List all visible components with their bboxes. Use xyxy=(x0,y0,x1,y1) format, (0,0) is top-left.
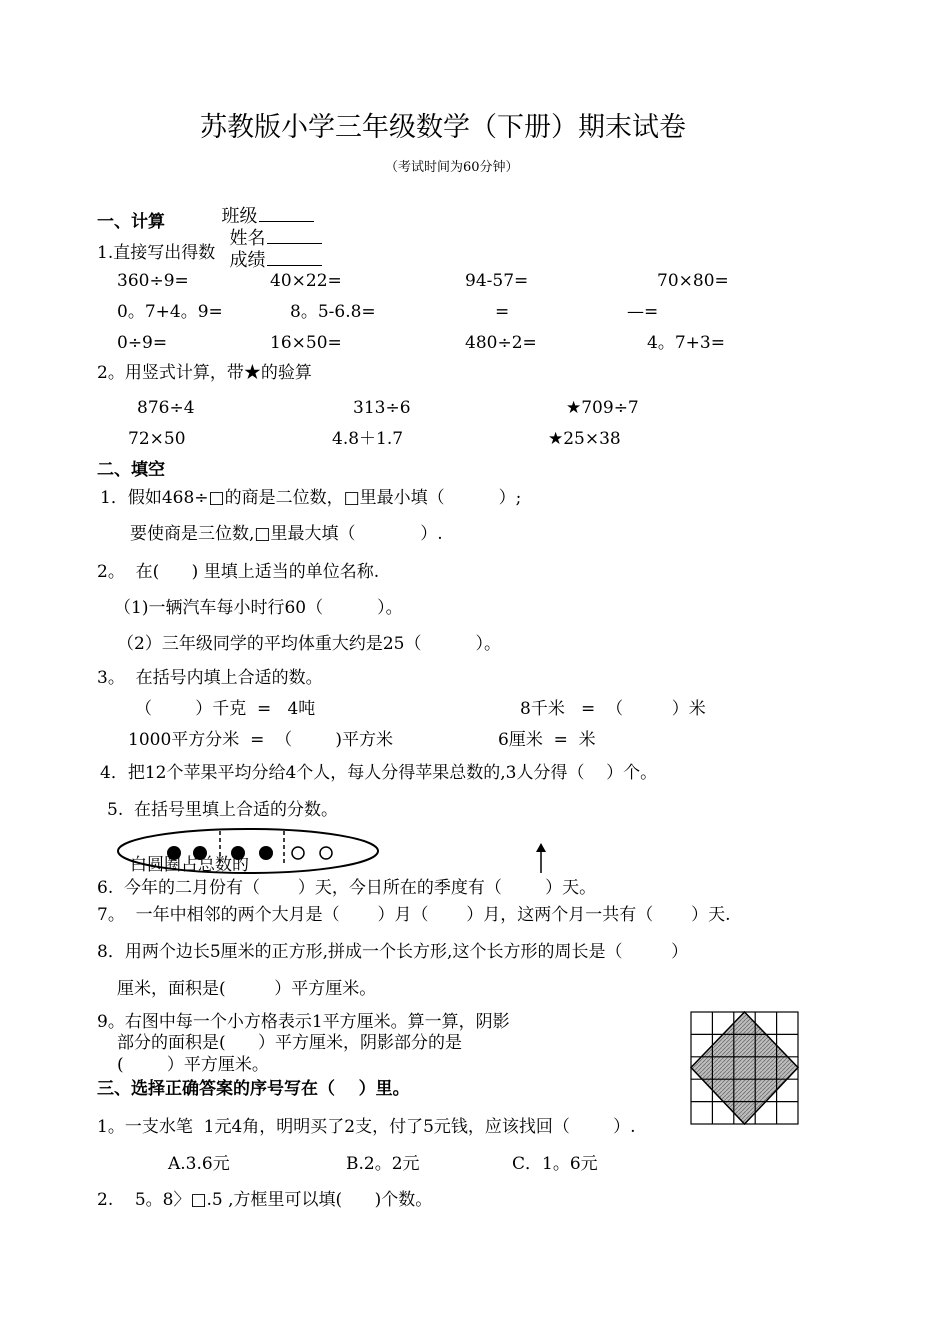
calc-item: 360÷9= xyxy=(117,271,189,291)
s2-q4: 4．把12个苹果平均分给4个人，每人分得苹果总数的,3人分得（ ）个。 xyxy=(100,763,658,783)
section-2-heading: 二、填空 xyxy=(97,460,165,480)
vertical-calc-item: ★25×38 xyxy=(548,429,621,449)
s2-q8a: 8．用两个边长5厘米的正方形,拼成一个长方形,这个长方形的周长是（ ） xyxy=(97,942,689,962)
calc-item: 480÷2= xyxy=(465,333,537,353)
page-title: 苏教版小学三年级数学（下册）期末试卷 xyxy=(200,112,686,143)
student-info-row xyxy=(210,185,322,271)
s2-q3b: 8千米 = （ ）米 xyxy=(520,699,706,719)
score-label: 成绩 xyxy=(229,250,266,271)
s2-q7: 7。 一年中相邻的两个大月是（ ）月（ ）月，这两个月一共有（ ）天. xyxy=(97,905,731,925)
choice-option: B.2。2元 xyxy=(346,1154,420,1174)
s2-q3c: 1000平方分米 = （ )平方米 xyxy=(128,730,393,750)
white-dot xyxy=(292,847,304,859)
black-dot xyxy=(259,846,273,860)
s2-q3: 3。 在括号内填上合适的数。 xyxy=(97,668,323,688)
vertical-calc-item: 4.8＋1.7 xyxy=(332,429,404,449)
name-label: 姓名 xyxy=(229,228,266,249)
shaded-diamond xyxy=(691,1012,798,1124)
calc-item: 70×80= xyxy=(657,271,729,291)
class-field[interactable] xyxy=(259,205,314,222)
s2-q5: 5. 在括号里填上合适的分数。 xyxy=(107,800,339,820)
s2-q6: 6. 今年的二月份有（ ）天，今日所在的季度有（ ）天。 xyxy=(97,878,597,898)
section-1-heading: 一、计算 xyxy=(97,212,165,232)
s3-q2: 2. 5。8〉□.5 ,方框里可以填( )个数。 xyxy=(97,1190,433,1210)
choice-option: C．1。6元 xyxy=(512,1154,598,1174)
calc-item: 4。7+3= xyxy=(647,333,725,353)
up-arrow-icon xyxy=(534,843,548,873)
s2-q1a: 1．假如468÷□的商是二位数，□里最小填（ ）; xyxy=(100,488,522,508)
s2-q2a: （1)一辆汽车每小时行60（ ）。 xyxy=(114,598,403,618)
calc-item: = xyxy=(495,302,510,322)
s2-q5-caption: 白圆圈占总数的 xyxy=(130,855,249,875)
s2-q9a: 9。右图中每一个小方格表示1平方厘米。算一算，阴影 xyxy=(97,1012,510,1032)
vertical-calc-item: ★709÷7 xyxy=(566,398,639,418)
vertical-calc-item: 313÷6 xyxy=(353,398,411,418)
s2-q1b: 要使商是三位数,□里最大填（ ）. xyxy=(130,524,443,544)
calc-item: 0。7+4。9= xyxy=(117,302,223,322)
section-3-heading: 三、选择正确答案的序号写在（ ）里。 xyxy=(97,1079,410,1099)
white-dot xyxy=(320,847,332,859)
calc-item: 16×50= xyxy=(270,333,342,353)
choice-option: A.3.6元 xyxy=(168,1154,230,1174)
s2-q9c: ( ）平方厘米。 xyxy=(117,1055,269,1075)
calc-item: 40×22= xyxy=(270,271,342,291)
class-label: 班级 xyxy=(221,206,258,227)
calc-item: 94-57= xyxy=(465,271,529,291)
s2-q2b: （2）三年级同学的平均体重大约是25（ ）。 xyxy=(117,634,501,654)
s3-q1: 1。一支水笔 1元4角，明明买了2支，付了5元钱，应该找回（ ）. xyxy=(97,1117,636,1137)
s2-q3d: 6厘米 = 米 xyxy=(498,730,596,750)
calc-item: —= xyxy=(627,302,659,322)
s2-q2: 2。 在( ) 里填上适当的单位名称. xyxy=(97,562,380,582)
name-field[interactable] xyxy=(267,227,322,244)
s1-q2: 2。用竖式计算，带★的验算 xyxy=(97,363,312,383)
vertical-calc-item: 876÷4 xyxy=(137,398,195,418)
vertical-calc-item: 72×50 xyxy=(128,429,186,449)
s2-q8b: 厘米，面积是( ）平方厘米。 xyxy=(117,979,377,999)
calc-item: 0÷9= xyxy=(117,333,168,353)
exam-duration: （考试时间为60分钟） xyxy=(385,160,519,175)
calc-item: 8。5-6.8= xyxy=(290,302,376,322)
s2-q9b: 部分的面积是( ）平方厘米，阴影部分的是 xyxy=(117,1033,463,1053)
grid-diamond-figure xyxy=(690,1011,800,1125)
s2-q3a: （ ）千克 = 4吨 xyxy=(135,699,316,719)
s1-q1: 1.直接写出得数 xyxy=(97,243,216,263)
score-field[interactable] xyxy=(267,249,322,266)
